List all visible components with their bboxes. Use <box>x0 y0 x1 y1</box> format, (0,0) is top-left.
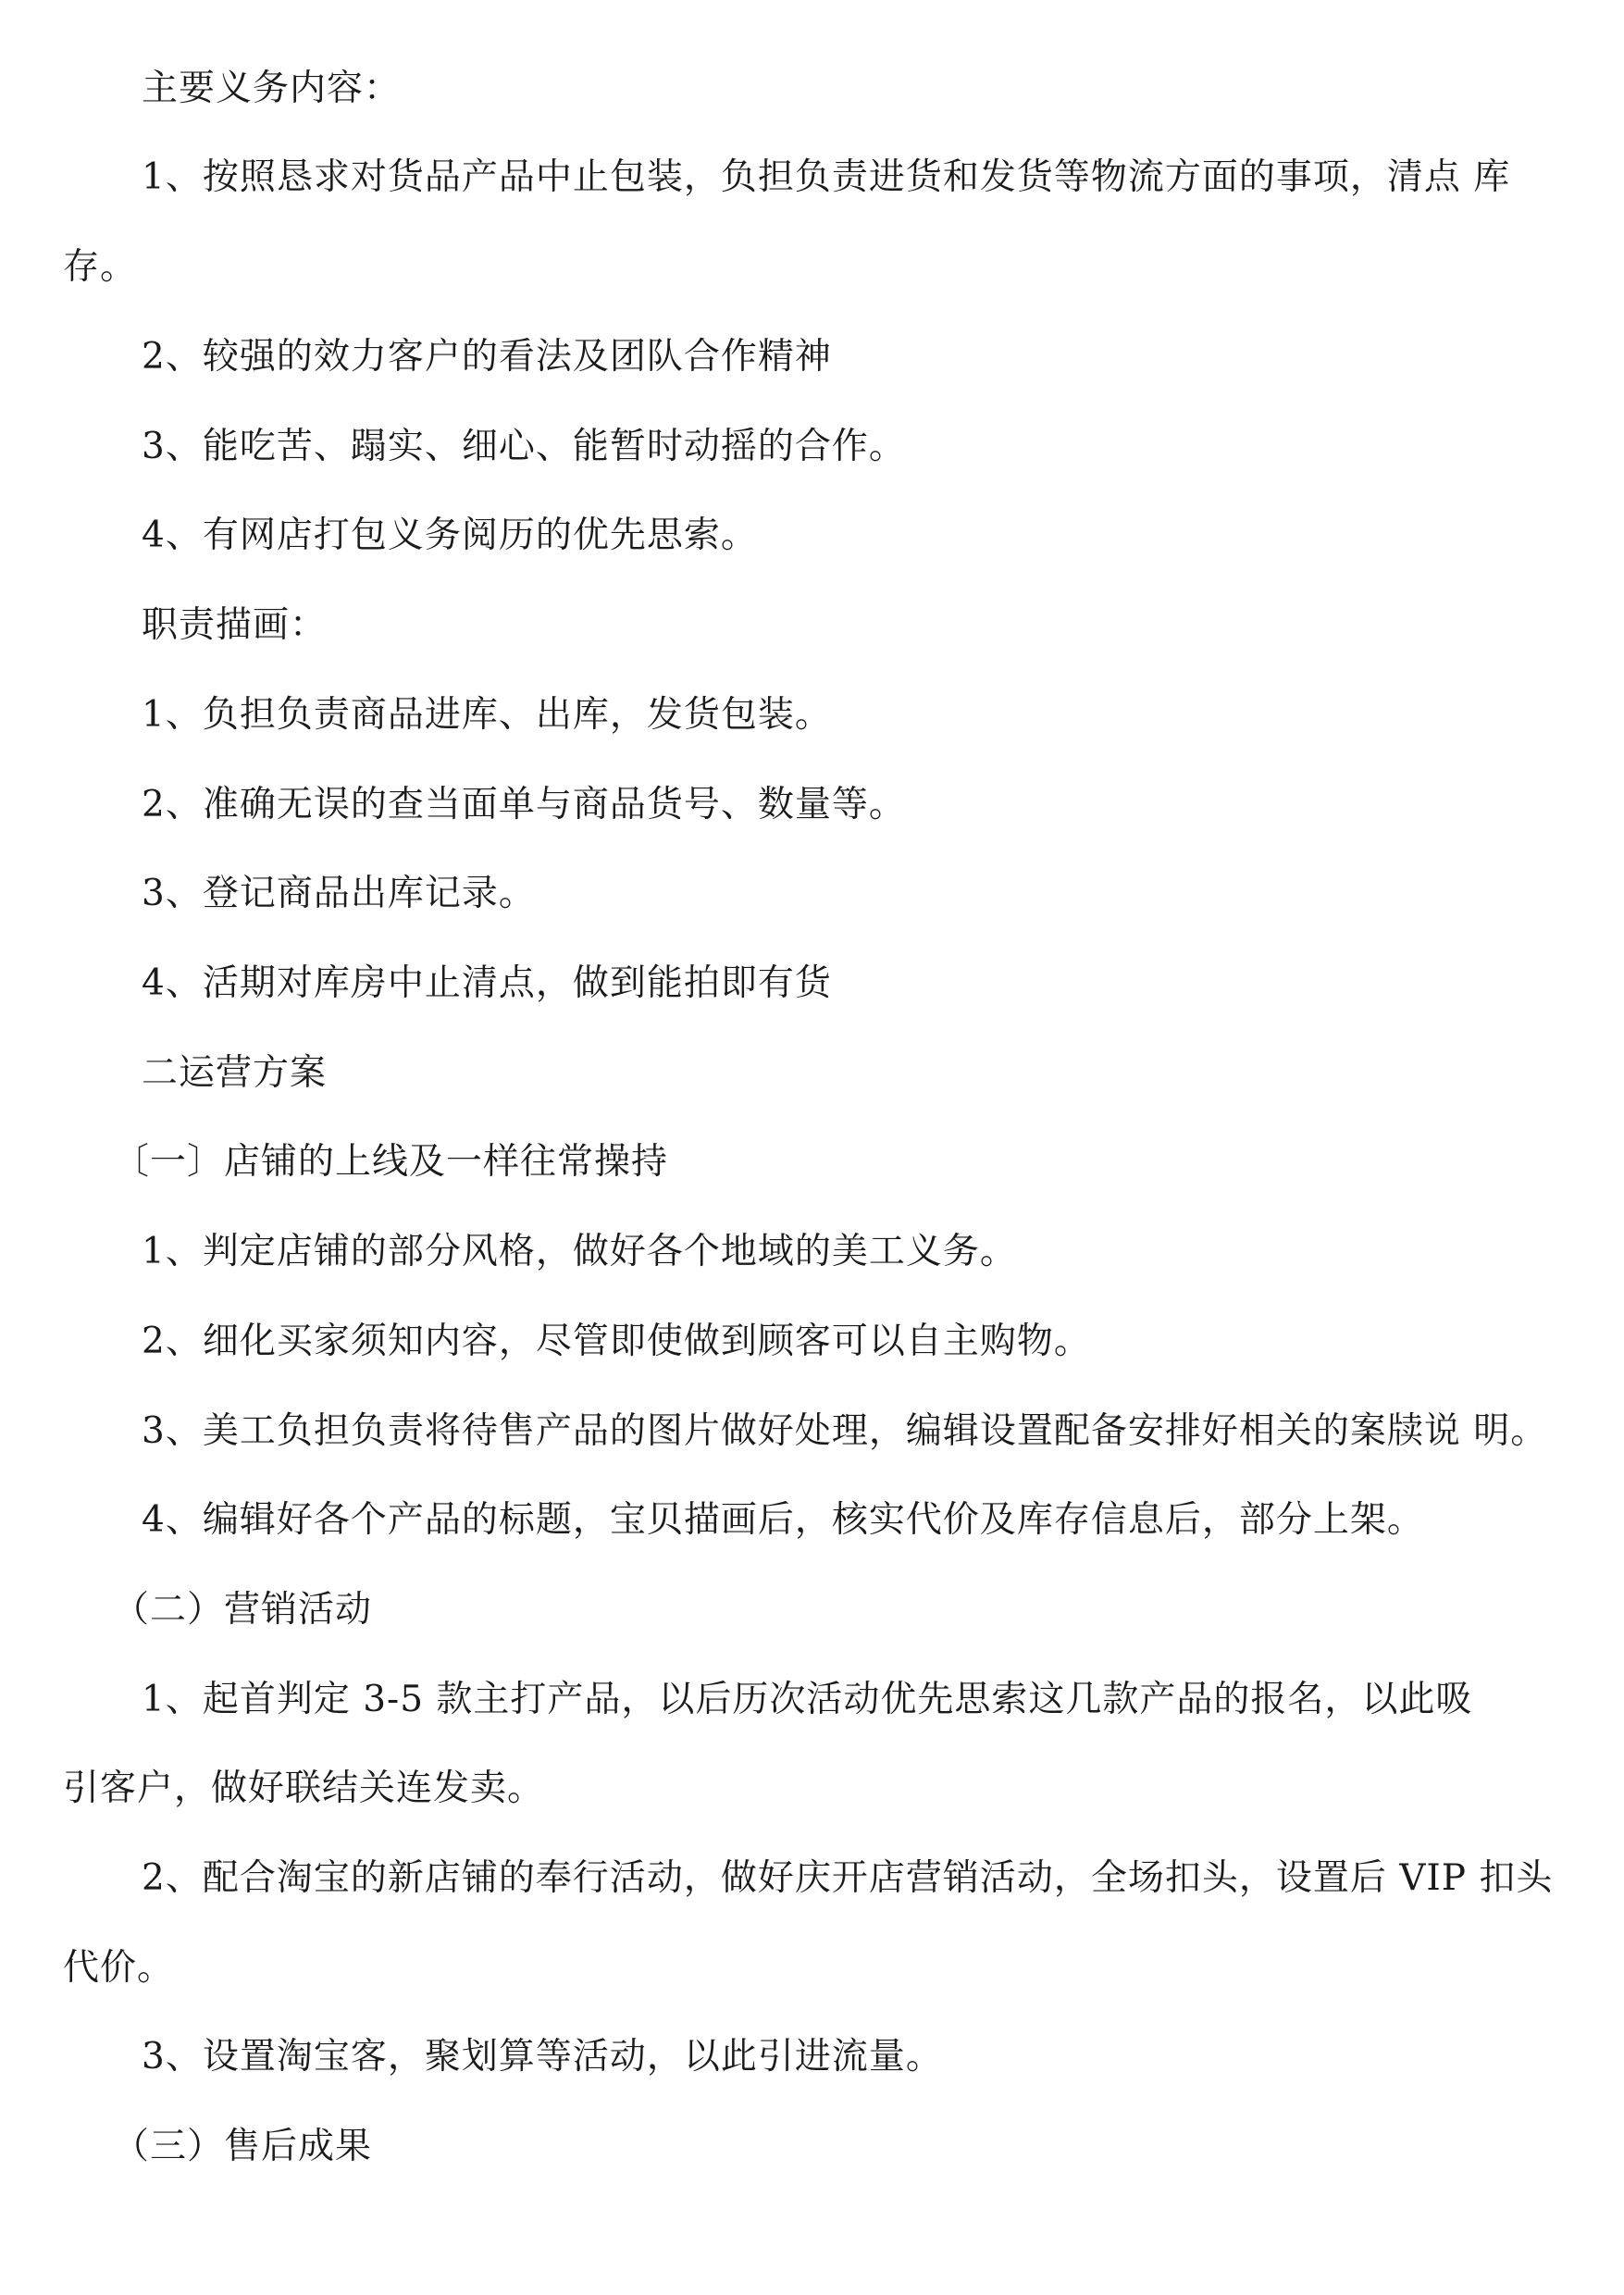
paragraph-line: 引客户，做好联结关连发卖。 <box>63 1768 545 1809</box>
section-heading-operation-plan: 二运营方案 <box>142 1052 328 1094</box>
section-heading-responsibilities: 职责描画： <box>142 604 328 646</box>
subsection-heading-marketing: （二）营销活动 <box>113 1589 373 1631</box>
paragraph-line: 2、配合淘宝的新店铺的奉行活动，做好庆开店营销活动，全场扣头，设置后 VIP 扣头 <box>142 1857 1554 1899</box>
paragraph-line: 2、细化买家须知内容，尽管即使做到顾客可以自主购物。 <box>142 1321 1091 1362</box>
paragraph-line: 3、登记商品出库记录。 <box>142 873 536 914</box>
section-heading-main-duties: 主要义务内容： <box>142 68 402 109</box>
paragraph-line: 代价。 <box>63 1947 175 1989</box>
paragraph-line: 3、美工负担负责将待售产品的图片做好处理，编辑设置配备安排好相关的案牍说 明。 <box>142 1410 1548 1452</box>
paragraph-line: 4、活期对库房中止清点，做到能拍即有货 <box>142 962 832 1004</box>
subsection-heading-after-sales: （三）售后成果 <box>113 2126 373 2167</box>
subsection-heading-store-launch: 〔一〕店铺的上线及一样往常操持 <box>113 1141 669 1183</box>
paragraph-line: 2、准确无误的查当面单与商品货号、数量等。 <box>142 784 906 825</box>
paragraph-line: 1、负担负责商品进库、出库，发货包装。 <box>142 694 832 736</box>
paragraph-line: 1、起首判定 3-5 款主打产品，以后历次活动优先思索这几款产品的报名，以此吸 <box>142 1679 1473 1720</box>
paragraph-line: 4、编辑好各个产品的标题，宝贝描画后，核实代价及库存信息后，部分上架。 <box>142 1499 1424 1541</box>
paragraph-line: 1、按照恳求对货品产品中止包装，负担负责进货和发货等物流方面的事项，清点 库 <box>142 156 1511 198</box>
paragraph-line: 1、判定店铺的部分风格，做好各个地域的美工义务。 <box>142 1231 1017 1272</box>
paragraph-line: 3、能吃苦、蹋实、细心、能暂时动摇的合作。 <box>142 426 906 467</box>
paragraph-line: 4、有网店打包义务阅历的优先思索。 <box>142 515 758 556</box>
paragraph-line: 2、较强的效力客户的看法及团队合作精神 <box>142 336 832 378</box>
paragraph-line: 存。 <box>63 246 138 288</box>
paragraph-line: 3、设置淘宝客，聚划算等活动，以此引进流量。 <box>142 2036 943 2078</box>
